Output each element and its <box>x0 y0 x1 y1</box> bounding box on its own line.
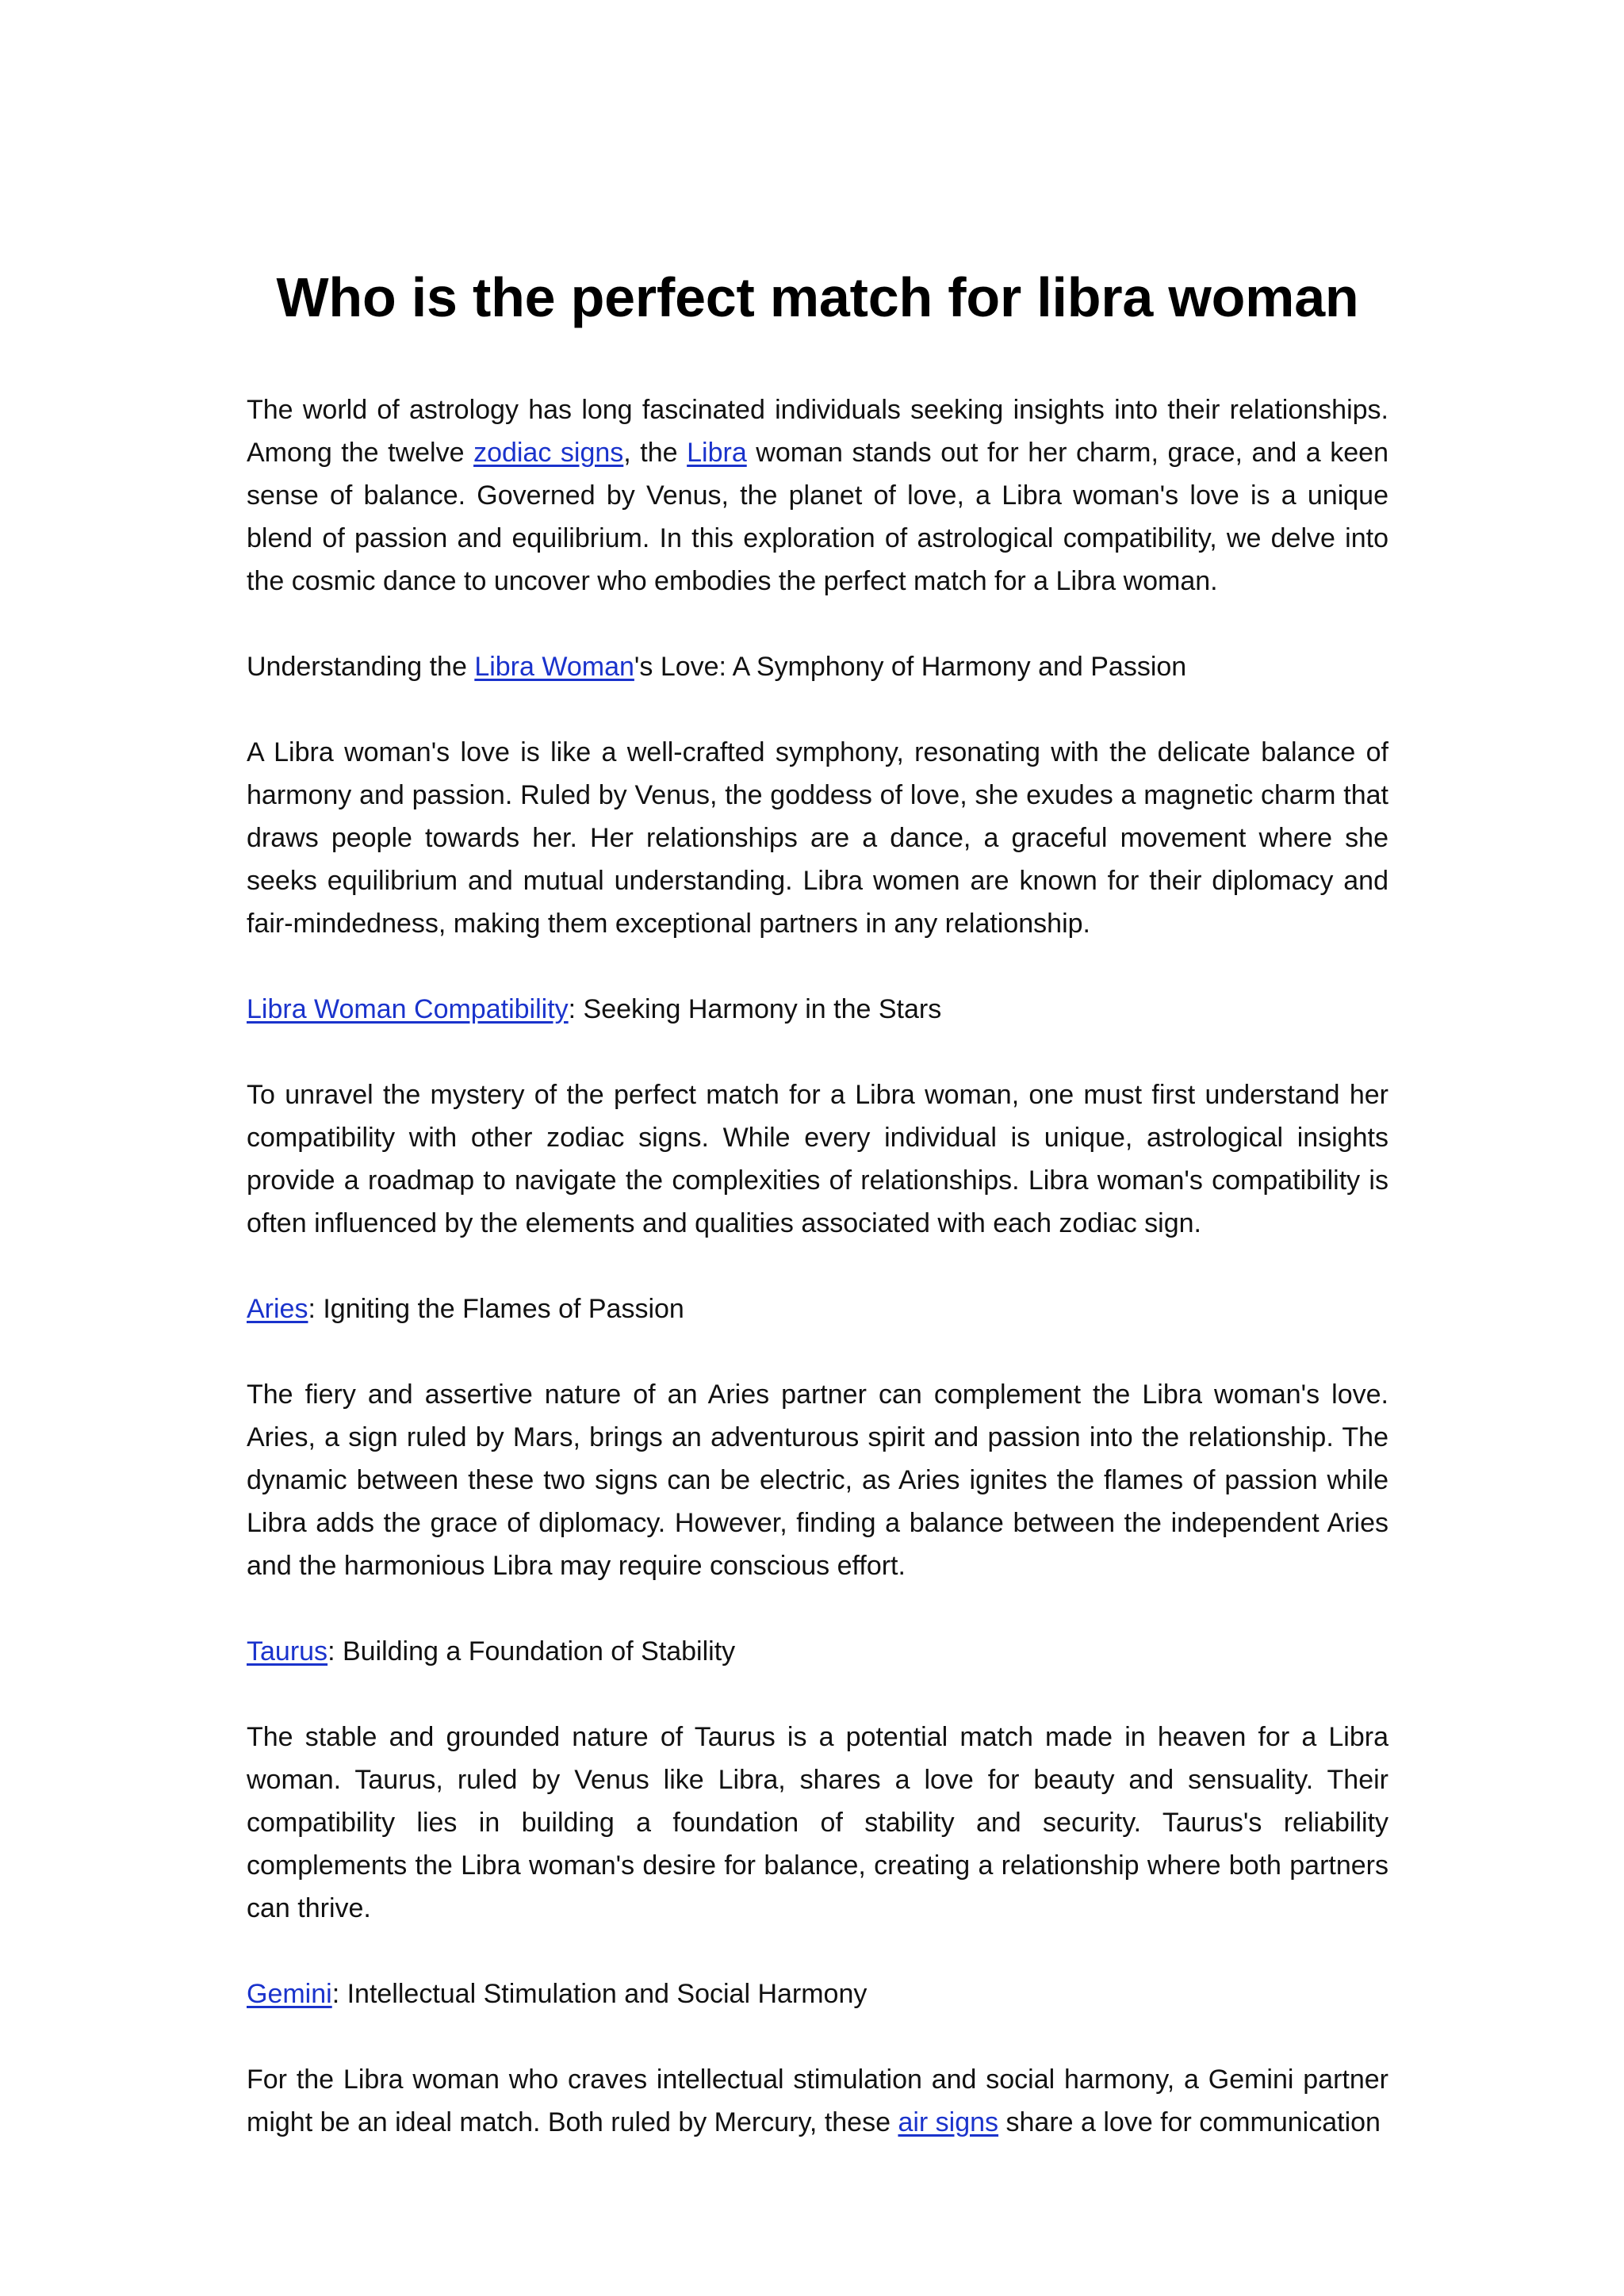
gemini-link[interactable]: Gemini <box>247 1979 332 2009</box>
intro-text-2: , the <box>623 438 688 468</box>
compatibility-paragraph: To unravel the mystery of the perfect match for a Libra woman, one must first understand her compatibility with other zodiac signs. While every individual is unique, astrological insights provide a roadmap to navigate the complexities of relationships. Libra woman's compatibility is often influenced by the elements and qualities associated with each zodiac sign. <box>247 1080 1388 1238</box>
libra-link[interactable]: Libra <box>687 438 747 468</box>
heading-text-post: : Seeking Harmony in the Stars <box>568 994 942 1024</box>
section-heading-taurus <box>247 1630 1388 1673</box>
article-body <box>247 388 1388 2187</box>
gemini-text-post: share a love for communication <box>998 2107 1381 2137</box>
intro-paragraph <box>247 388 1388 603</box>
section-heading-understanding <box>247 645 1388 688</box>
heading-text-post: : Building a Foundation of Stability <box>327 1636 736 1667</box>
intro-text-1: The world of astrology has long fascinated individuals seeking insights into their relationships. Among the twelve <box>247 395 1388 468</box>
aries-link[interactable]: Aries <box>247 1294 308 1324</box>
heading-text-post: : Igniting the Flames of Passion <box>308 1294 684 1324</box>
gemini-text-pre: For the Libra woman who craves intellectual stimulation and social harmony, a Gemini partner might be an ideal match. Both ruled by Mercury, these <box>247 2064 1388 2137</box>
heading-text-pre: Understanding the <box>247 652 475 682</box>
intro-text-3: woman stands out for her charm, grace, and a keen sense of balance. Governed by Venus, the planet of love, a Libra woman's love is a unique blend of passion and equilibrium. In this exploration of astrological compatibility, we delve into the cosmic dance to uncover who embodies the perfect match for a Libra woman. <box>247 438 1388 596</box>
libra-woman-compatibility-link[interactable]: Libra Woman Compatibility <box>247 994 569 1024</box>
understanding-paragraph: A Libra woman's love is like a well-crafted symphony, resonating with the delicate balance of harmony and passion. Ruled by Venus, the goddess of love, she exudes a magnetic charm that draws people towards her. Her relationships are a dance, a graceful movement where she seeks equilibrium and mutual understanding. Libra women are known for their diplomacy and fair-mindedness, making them exceptional partners in any relationship. <box>247 737 1388 939</box>
section-heading-gemini <box>247 1973 1388 2015</box>
page-title: Who is the perfect match for libra woman <box>276 266 1359 328</box>
zodiac-signs-link[interactable]: zodiac signs <box>473 438 624 468</box>
gemini-paragraph <box>247 2058 1388 2144</box>
heading-text-post: 's Love: A Symphony of Harmony and Passion <box>634 652 1187 682</box>
heading-text-post: : Intellectual Stimulation and Social Harmony <box>331 1979 868 2009</box>
libra-woman-link[interactable]: Libra Woman <box>474 652 634 682</box>
taurus-paragraph: The stable and grounded nature of Taurus is a potential match made in heaven for a Libra woman. Taurus, ruled by Venus like Libra, shares a love for beauty and sensuality. Their compatibility lies in building a foundation of stability and security. Taurus's reliability complements the Libra woman's desire for balance, creating a relationship where both partners can thrive. <box>247 1722 1388 1923</box>
section-heading-compatibility <box>247 988 1388 1031</box>
air-signs-link[interactable]: air signs <box>898 2107 999 2137</box>
aries-paragraph: The fiery and assertive nature of an Aries partner can complement the Libra woman's love. Aries, a sign ruled by Mars, brings an adventurous spirit and passion into the relationship. The dynamic between these two signs can be electric, as Aries ignites the flames of passion while Libra adds the grace of diplomacy. However, finding a balance between the independent Aries and the harmonious Libra may require conscious effort. <box>247 1380 1388 1581</box>
taurus-link[interactable]: Taurus <box>247 1636 328 1667</box>
section-heading-aries <box>247 1288 1388 1330</box>
